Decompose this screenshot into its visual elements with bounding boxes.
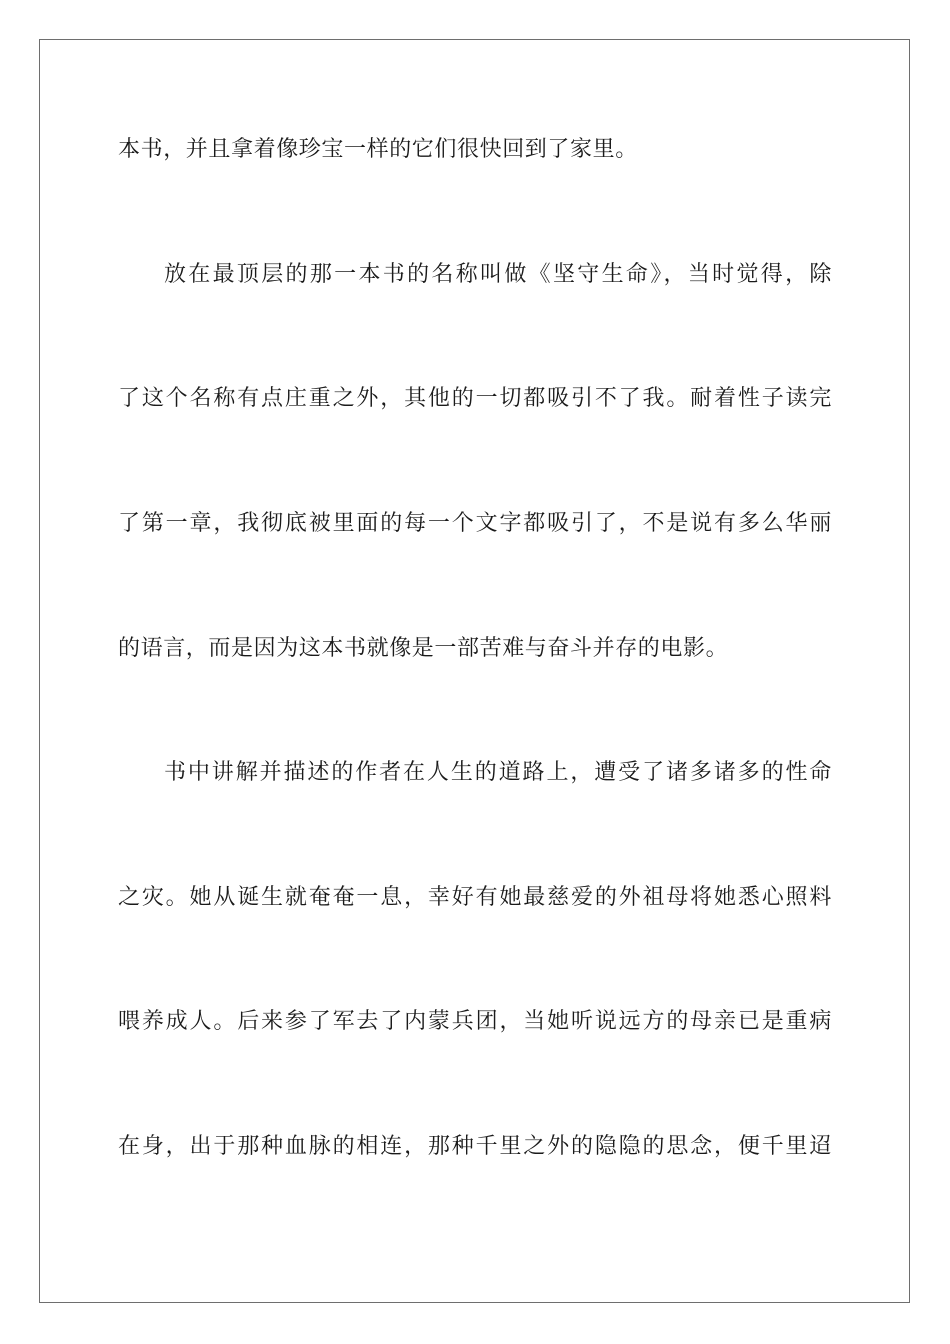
page-frame — [39, 39, 910, 1303]
text-line-8: 喂养成人。后来参了军去了内蒙兵团，当她听说远方的母亲已是重病 — [118, 1009, 832, 1034]
text-line-3: 了这个名称有点庄重之外，其他的一切都吸引不了我。耐着性子读完 — [118, 386, 832, 411]
text-line-6: 书中讲解并描述的作者在人生的道路上，遭受了诸多诸多的性命 — [164, 760, 832, 785]
text-line-7: 之灾。她从诞生就奄奄一息，幸好有她最慈爱的外祖母将她悉心照料 — [118, 885, 832, 910]
text-line-1: 本书，并且拿着像珍宝一样的它们很快回到了家里。 — [118, 137, 638, 162]
text-line-4: 了第一章，我彻底被里面的每一个文字都吸引了，不是说有多么华丽 — [118, 511, 832, 536]
text-line-5: 的语言，而是因为这本书就像是一部苦难与奋斗并存的电影。 — [118, 636, 729, 661]
text-line-2: 放在最顶层的那一本书的名称叫做《坚守生命》，当时觉得，除 — [164, 262, 832, 287]
text-line-9: 在身，出于那种血脉的相连，那种千里之外的隐隐的思念，便千里迢 — [118, 1134, 832, 1159]
